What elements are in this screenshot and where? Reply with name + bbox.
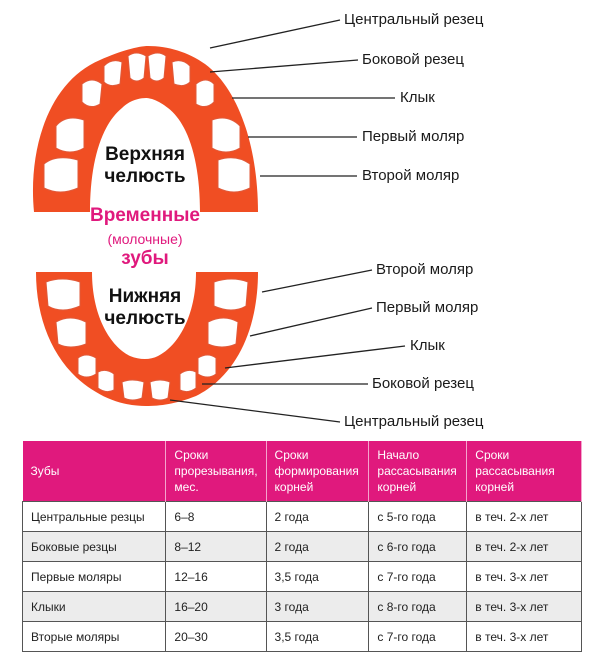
- table-cell: 6–8: [166, 502, 266, 532]
- upper-lateral-incisor-right: [172, 61, 190, 86]
- label-upper-first-molar: Первый моляр: [362, 128, 465, 145]
- table-cell: Боковые резцы: [23, 532, 166, 562]
- table-row: [23, 532, 582, 562]
- table-cell: с 7-го года: [369, 562, 467, 592]
- table-cell: 2 года: [266, 532, 369, 562]
- header-root-formation: Сроки формирования корней: [266, 441, 369, 502]
- lower-canine-right: [198, 355, 216, 377]
- header-teeth: Зубы: [23, 441, 166, 502]
- table-header-row: [23, 441, 582, 502]
- leader-lower-canine: [225, 346, 405, 368]
- lower-first-molar-right: [208, 318, 238, 347]
- milk-teeth-subtitle: (молочные): [107, 231, 183, 247]
- table-cell: в теч. 2-х лет: [467, 532, 582, 562]
- lower-canine-left: [78, 355, 96, 377]
- table-row: [23, 502, 582, 532]
- table-row: [23, 562, 582, 592]
- lower-jaw-title: Нижняя челюсть: [104, 286, 186, 329]
- table-cell: Центральные резцы: [23, 502, 166, 532]
- label-upper-second-molar: Второй моляр: [362, 167, 460, 184]
- table-cell: Клыки: [23, 592, 166, 622]
- label-lower-lateral-incisor: Боковой резец: [372, 375, 474, 392]
- header-eruption: Сроки прорезывания, мес.: [166, 441, 266, 502]
- upper-second-molar-right: [218, 158, 250, 192]
- upper-first-molar-right: [212, 118, 240, 152]
- table-cell: 20–30: [166, 622, 266, 652]
- table-cell: в теч. 3-х лет: [467, 622, 582, 652]
- label-upper-canine: Клык: [400, 89, 435, 106]
- lower-lateral-incisor-left: [98, 370, 114, 391]
- table-cell: 3,5 года: [266, 622, 369, 652]
- upper-central-incisor-left: [128, 53, 146, 81]
- table-row: [23, 592, 582, 622]
- lower-second-molar-left: [46, 279, 80, 310]
- table-cell: в теч. 3-х лет: [467, 562, 582, 592]
- table-cell: с 6-го года: [369, 532, 467, 562]
- table-cell: Первые моляры: [23, 562, 166, 592]
- temporary-teeth-title: Временные: [89, 205, 200, 226]
- table-cell: с 8-го года: [369, 592, 467, 622]
- upper-jaw-title: Верхняя челюсть: [104, 144, 186, 187]
- table-cell: 8–12: [166, 532, 266, 562]
- upper-canine-right: [196, 80, 214, 107]
- label-lower-second-molar: Второй моляр: [376, 261, 474, 278]
- lower-central-incisor-left: [122, 380, 144, 400]
- upper-lateral-incisor-left: [104, 61, 122, 86]
- table-cell: 12–16: [166, 562, 266, 592]
- table-cell: в теч. 3-х лет: [467, 592, 582, 622]
- header-resorption-start: Начало рассасывания корней: [369, 441, 467, 502]
- table-cell: 16–20: [166, 592, 266, 622]
- lower-second-molar-right: [214, 279, 248, 310]
- table-cell: с 7-го года: [369, 622, 467, 652]
- table-cell: 3 года: [266, 592, 369, 622]
- table-cell: Вторые моляры: [23, 622, 166, 652]
- label-upper-lateral-incisor: Боковой резец: [362, 51, 464, 68]
- upper-central-incisor-right: [148, 53, 166, 81]
- leader-upper-central-incisor: [210, 20, 340, 48]
- leader-lower-second-molar: [262, 270, 372, 292]
- table-cell: 3,5 года: [266, 562, 369, 592]
- upper-second-molar-left: [44, 158, 78, 192]
- table-cell: в теч. 2-х лет: [467, 502, 582, 532]
- label-lower-central-incisor: Центральный резец: [344, 413, 484, 430]
- table-cell: 2 года: [266, 502, 369, 532]
- teeth-timing-table: [22, 441, 582, 652]
- label-lower-first-molar: Первый моляр: [376, 299, 479, 316]
- label-lower-canine: Клык: [410, 337, 445, 354]
- upper-canine-left: [82, 80, 102, 107]
- table-row: [23, 622, 582, 652]
- label-upper-central-incisor: Центральный резец: [344, 11, 484, 28]
- lower-lateral-incisor-right: [180, 370, 196, 391]
- leader-lower-first-molar: [250, 308, 372, 336]
- table-cell: с 5-го года: [369, 502, 467, 532]
- lower-central-incisor-right: [150, 380, 170, 400]
- teeth-word: зубы: [121, 248, 169, 269]
- leader-lower-central-incisor: [170, 400, 340, 422]
- header-resorption-period: Сроки рассасывания корней: [467, 441, 582, 502]
- leader-upper-lateral-incisor: [210, 60, 358, 72]
